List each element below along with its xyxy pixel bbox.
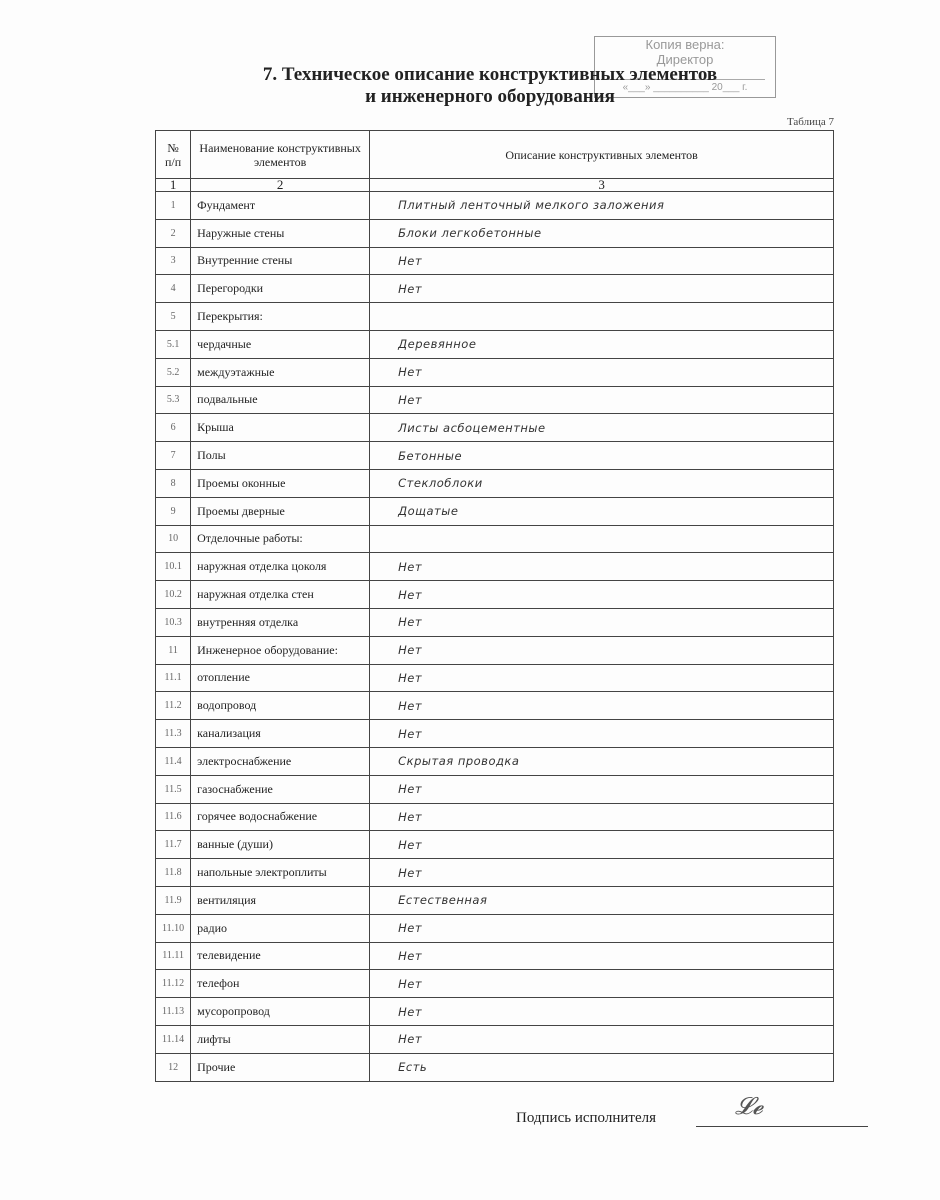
row-description: Дощатые bbox=[370, 497, 834, 525]
column-number: 1 bbox=[156, 179, 191, 192]
row-description: Нет bbox=[370, 636, 834, 664]
row-name: Фундамент bbox=[191, 192, 370, 220]
header-number: № п/п bbox=[156, 131, 191, 179]
row-number: 10 bbox=[156, 525, 191, 553]
row-description: Нет bbox=[370, 831, 834, 859]
table-row bbox=[156, 942, 834, 970]
row-number: 5 bbox=[156, 303, 191, 331]
row-number: 12 bbox=[156, 1053, 191, 1081]
row-number: 5.1 bbox=[156, 330, 191, 358]
row-name: горячее водоснабжение bbox=[191, 803, 370, 831]
row-description bbox=[370, 525, 834, 553]
row-description: Нет bbox=[370, 970, 834, 998]
row-number: 4 bbox=[156, 275, 191, 303]
row-name: Перекрытия: bbox=[191, 303, 370, 331]
row-name: Отделочные работы: bbox=[191, 525, 370, 553]
table-row bbox=[156, 553, 834, 581]
row-description: Бетонные bbox=[370, 442, 834, 470]
row-name: подвальные bbox=[191, 386, 370, 414]
stamp-line2: Директор bbox=[656, 52, 714, 67]
table-row bbox=[156, 1025, 834, 1053]
table-row bbox=[156, 469, 834, 497]
table-row bbox=[156, 831, 834, 859]
table-row bbox=[156, 581, 834, 609]
row-description: Плитный ленточный мелкого заложения bbox=[370, 192, 834, 220]
row-description: Нет bbox=[370, 386, 834, 414]
table-row bbox=[156, 219, 834, 247]
row-description: Нет bbox=[370, 803, 834, 831]
row-name: Перегородки bbox=[191, 275, 370, 303]
signature-mark: 𝓛𝓮 bbox=[735, 1092, 764, 1120]
title-line1: 7. Техническое описание конструктивных элементов bbox=[262, 64, 718, 85]
table-row bbox=[156, 859, 834, 887]
row-number: 6 bbox=[156, 414, 191, 442]
row-name: Полы bbox=[191, 442, 370, 470]
table-row bbox=[156, 720, 834, 748]
row-number: 3 bbox=[156, 247, 191, 275]
row-description: Нет bbox=[370, 608, 834, 636]
row-name: мусоропровод bbox=[191, 998, 370, 1026]
row-description: Нет bbox=[370, 581, 834, 609]
row-number: 11.7 bbox=[156, 831, 191, 859]
row-name: Крыша bbox=[191, 414, 370, 442]
column-number: 2 bbox=[191, 179, 370, 192]
row-name: электроснабжение bbox=[191, 747, 370, 775]
row-description: Стеклоблоки bbox=[370, 469, 834, 497]
signature-label: Подпись исполнителя bbox=[516, 1110, 656, 1126]
row-description: Нет bbox=[370, 275, 834, 303]
row-number: 11.14 bbox=[156, 1025, 191, 1053]
table-row bbox=[156, 886, 834, 914]
row-description: Нет bbox=[370, 775, 834, 803]
row-number: 2 bbox=[156, 219, 191, 247]
table-row bbox=[156, 192, 834, 220]
row-description: Скрытая проводка bbox=[370, 747, 834, 775]
row-name: лифты bbox=[191, 1025, 370, 1053]
row-description: Нет bbox=[370, 247, 834, 275]
row-name: междуэтажные bbox=[191, 358, 370, 386]
row-description: Деревянное bbox=[370, 330, 834, 358]
row-description: Нет bbox=[370, 358, 834, 386]
row-number: 11.1 bbox=[156, 664, 191, 692]
row-description: Листы асбоцементные bbox=[370, 414, 834, 442]
row-name: Проемы дверные bbox=[191, 497, 370, 525]
table-row bbox=[156, 330, 834, 358]
row-name: телефон bbox=[191, 970, 370, 998]
row-number: 11.10 bbox=[156, 914, 191, 942]
row-number: 11.2 bbox=[156, 692, 191, 720]
row-name: Внутренние стены bbox=[191, 247, 370, 275]
row-name: наружная отделка цоколя bbox=[191, 553, 370, 581]
row-name: Наружные стены bbox=[191, 219, 370, 247]
row-description: Нет bbox=[370, 664, 834, 692]
table-row bbox=[156, 386, 834, 414]
row-name: газоснабжение bbox=[191, 775, 370, 803]
row-number: 11.8 bbox=[156, 859, 191, 887]
table-row bbox=[156, 803, 834, 831]
table-row bbox=[156, 747, 834, 775]
row-name: ванные (души) bbox=[191, 831, 370, 859]
row-number: 9 bbox=[156, 497, 191, 525]
row-name: радио bbox=[191, 914, 370, 942]
row-name: Проемы оконные bbox=[191, 469, 370, 497]
row-name: отопление bbox=[191, 664, 370, 692]
row-number: 5.3 bbox=[156, 386, 191, 414]
stamp-line1: Копия верна: bbox=[645, 37, 725, 52]
table-row bbox=[156, 1053, 834, 1081]
table-row bbox=[156, 664, 834, 692]
row-number: 10.2 bbox=[156, 581, 191, 609]
row-number: 11.12 bbox=[156, 970, 191, 998]
row-description: Нет bbox=[370, 998, 834, 1026]
table-label: Таблица 7 bbox=[786, 116, 834, 128]
table-row bbox=[156, 970, 834, 998]
table-row bbox=[156, 275, 834, 303]
row-number: 10.1 bbox=[156, 553, 191, 581]
table-row bbox=[156, 497, 834, 525]
row-number: 7 bbox=[156, 442, 191, 470]
row-number: 11.9 bbox=[156, 886, 191, 914]
row-name: водопровод bbox=[191, 692, 370, 720]
row-number: 11.3 bbox=[156, 720, 191, 748]
table-row bbox=[156, 998, 834, 1026]
signature-line bbox=[696, 1126, 868, 1127]
row-name: чердачные bbox=[191, 330, 370, 358]
column-number: 3 bbox=[370, 179, 834, 192]
table-row bbox=[156, 247, 834, 275]
table-row bbox=[156, 358, 834, 386]
row-number: 11 bbox=[156, 636, 191, 664]
row-number: 11.6 bbox=[156, 803, 191, 831]
table-row bbox=[156, 303, 834, 331]
table-row bbox=[156, 775, 834, 803]
row-name: вентиляция bbox=[191, 886, 370, 914]
row-number: 11.13 bbox=[156, 998, 191, 1026]
row-description: Есть bbox=[370, 1053, 834, 1081]
row-description bbox=[370, 303, 834, 331]
row-description: Нет bbox=[370, 859, 834, 887]
table-row bbox=[156, 525, 834, 553]
table-row bbox=[156, 608, 834, 636]
row-description: Нет bbox=[370, 942, 834, 970]
row-name: наружная отделка стен bbox=[191, 581, 370, 609]
header-name: Наименование конструктивных элементов bbox=[191, 131, 370, 179]
table-row bbox=[156, 442, 834, 470]
row-number: 11.5 bbox=[156, 775, 191, 803]
page-title bbox=[160, 64, 820, 108]
row-number: 1 bbox=[156, 192, 191, 220]
row-description: Естественная bbox=[370, 886, 834, 914]
row-name: канализация bbox=[191, 720, 370, 748]
elements-table bbox=[155, 130, 834, 1082]
row-number: 11.4 bbox=[156, 747, 191, 775]
row-description: Нет bbox=[370, 720, 834, 748]
row-name: Прочие bbox=[191, 1053, 370, 1081]
row-number: 11.11 bbox=[156, 942, 191, 970]
stamp-date: «___» __________ 20___ г. bbox=[605, 79, 765, 95]
row-description: Нет bbox=[370, 692, 834, 720]
row-name: напольные электроплиты bbox=[191, 859, 370, 887]
title-line2: и инженерного оборудования bbox=[365, 86, 615, 107]
header-description: Описание конструктивных элементов bbox=[370, 131, 834, 179]
row-name: Инженерное оборудование: bbox=[191, 636, 370, 664]
row-description: Нет bbox=[370, 914, 834, 942]
row-name: внутренняя отделка bbox=[191, 608, 370, 636]
row-description: Нет bbox=[370, 553, 834, 581]
row-number: 5.2 bbox=[156, 358, 191, 386]
row-number: 10.3 bbox=[156, 608, 191, 636]
table-row bbox=[156, 692, 834, 720]
row-number: 8 bbox=[156, 469, 191, 497]
row-description: Нет bbox=[370, 1025, 834, 1053]
table-row bbox=[156, 414, 834, 442]
table-row bbox=[156, 914, 834, 942]
table-row bbox=[156, 636, 834, 664]
row-description: Блоки легкобетонные bbox=[370, 219, 834, 247]
row-name: телевидение bbox=[191, 942, 370, 970]
